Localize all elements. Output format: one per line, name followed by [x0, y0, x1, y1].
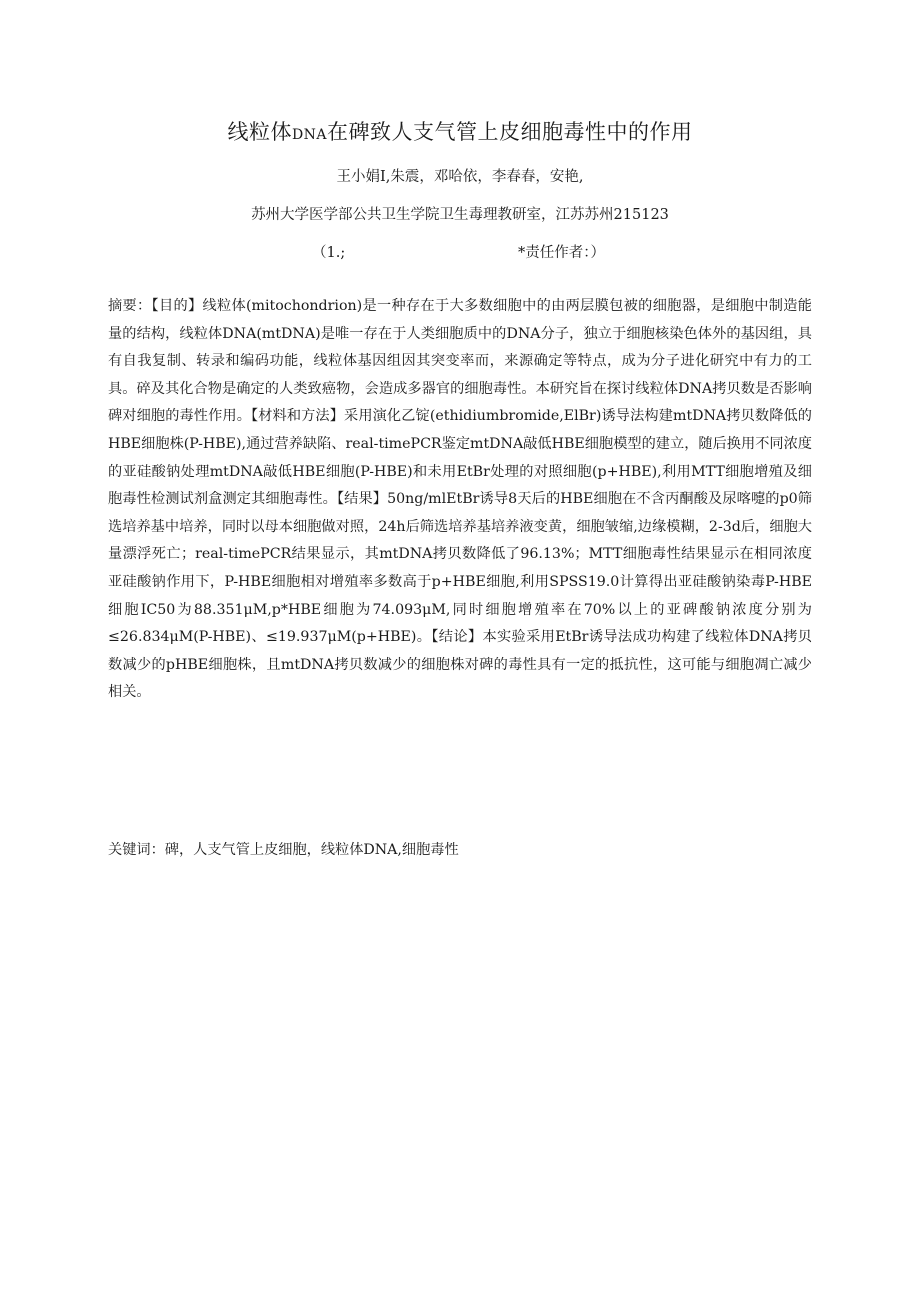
author-list: 王小娟I,朱震，邓哈依，李春春，安艳, — [336, 169, 584, 185]
keywords: 关键词：碑，人支气管上皮细胞，线粒体DNA,细胞毒性 — [108, 842, 459, 858]
title-part-1: 线粒体 — [227, 120, 292, 144]
title-part-2: DNA — [291, 127, 328, 143]
note-corresponding-author: *责任作者：） — [518, 245, 605, 261]
affiliation: 苏州大学医学部公共卫生学院卫生毒理教研室，江苏苏州215123 — [251, 207, 669, 223]
abstract — [108, 293, 812, 707]
abstract-text: 摘要：【目的】线粒体(mitochondrion)是一种存在于大多数细胞中的由两层膜包被的细胞器，是细胞中制造能量的结构，线粒体DNA(mtDNA)是唯一存在于人类细胞质中的DNA分子，独立于细胞核染色体外的基因组，具有自我复制、转录和编码功能，线粒体基因组因其突变率而，来源确定等特点，成为分子进化研究中有力的工具。碎及其化合物是确定的人类致癌物，会造成多器官的细胞毒性。本研究旨在探讨线粒体DNA拷贝数是否影响碑对细胞的毒性作用。【材料和方法】采用演化乙锭(ethidiumbromide,ElBr)诱导法构建mtDNA拷贝数降低的HBE细胞株(P-HBE),通过营养缺陷、real-timePCR鉴定mtDNA敲低HBE细胞模型的建立，随后换用不同浓度的亚硅酸钠处理mtDNA敲低HBE细胞(P-HBE)和未用EtBr处理的对照细胞(p+HBE),利用MTT细胞增殖及细胞毒性检测试剂盒测定其细胞毒性。【结果】50ng∕mlEtBr诱导8天后的HBE细胞在不含丙酮酸及尿喀嚏的p0筛选培养基中培养，同时以母本细胞做对照，24h后筛选培养基培养液变黄，细胞皱缩,边缘模糊，2-3d后，细胞大量漂浮死亡；real-timePCR结果显示，其mtDNA拷贝数降低了96.13%；MTT细胞毒性结果显示在相同浓度亚硅酸钠作用下，P-HBE细胞相对增殖率多数高于p+HBE细胞,利用SPSS19.0计算得出亚硅酸钠染毒P-HBE细胞IC50为88.351μM,p*HBE细胞为74.093μM,同时细胞增殖率在70%以上的亚碑酸钠浓度分别为≤26.834μM(P-HBE)、≤19.937μM(p+HBE)。【结论】本实验采用EtBr诱导法成功构建了线粒体DNA拷贝数减少的pHBE细胞株，且mtDNA拷贝数减少的细胞株对碑的毒性具有一定的抵抗性，这可能与细胞凋亡减少相关。 — [108, 298, 812, 701]
title-part-3: 在碑致人支气管上皮细胞毒性中的作用 — [327, 120, 693, 144]
paper-title — [0, 116, 920, 146]
note-affiliation-marker: （1.; — [312, 245, 346, 261]
